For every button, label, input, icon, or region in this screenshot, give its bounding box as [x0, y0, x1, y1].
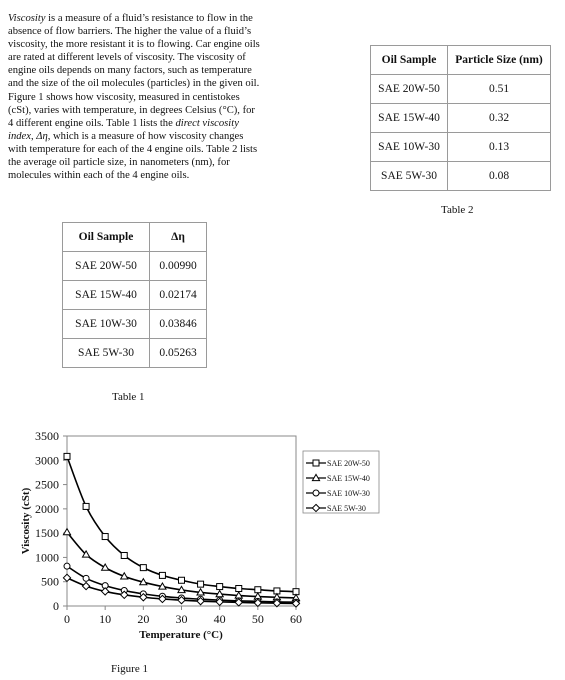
data-point — [236, 586, 242, 592]
data-point — [140, 565, 146, 571]
data-point — [82, 582, 89, 589]
table-row — [371, 104, 551, 133]
data-point — [102, 564, 109, 570]
table-1 — [62, 222, 207, 368]
data-point — [83, 503, 89, 509]
legend-label: SAE 5W-30 — [327, 504, 366, 513]
legend-label: SAE 15W-40 — [327, 474, 370, 483]
data-point — [63, 529, 70, 535]
data-point — [121, 552, 127, 558]
table-cell: SAE 5W-30 — [371, 162, 448, 191]
y-tick-label: 0 — [53, 599, 59, 613]
table-2-caption: Table 2 — [441, 204, 474, 216]
table-cell: SAE 10W-30 — [63, 310, 150, 339]
data-point — [255, 587, 261, 593]
data-point — [83, 575, 89, 581]
legend-label: SAE 10W-30 — [327, 489, 370, 498]
table-row — [63, 310, 207, 339]
table-cell: 0.51 — [448, 75, 551, 104]
legend-marker — [313, 490, 319, 496]
table-cell: 0.02174 — [150, 281, 207, 310]
table-cell: 0.00990 — [150, 252, 207, 281]
passage-text-2: , which is a measure of how viscosity changes with temperature for each of the 4 engine oils. Table 2 lists the average oil particle size, in nanometers (nm), for molecules within each of the 4 engine oils. — [8, 130, 258, 182]
x-tick-label: 10 — [99, 612, 112, 626]
y-tick-label: 500 — [41, 574, 59, 589]
data-point — [102, 534, 108, 540]
x-tick-label: 20 — [137, 612, 150, 626]
table-row — [371, 75, 551, 104]
data-point — [179, 577, 185, 583]
table-row — [63, 252, 207, 281]
y-tick-label: 3000 — [35, 453, 59, 468]
table-row — [63, 281, 207, 310]
passage-text-1: is a measure of a fluid’s resistance to flow in the absence of flow barriers. The higher the value of a fluid’s viscosity, the more resistant it is to flowing. Car engine oils are rated at different levels of viscosity. The viscosity of engine oils depends on many factors, such as temperature and the size of the oil molecules (particles) in the given oil. Figure 1 shows how viscosity, measured in centistokes (cSt), varies with temperature, in degrees Celsius (°C), for 4 different engine oils. Table 1 lists the — [8, 13, 260, 129]
table-2-header-oil-sample: Oil Sample — [371, 46, 448, 75]
x-axis-title: Temperature (°C) — [139, 629, 223, 641]
table-cell: SAE 15W-40 — [371, 104, 448, 133]
legend-label: SAE 20W-50 — [327, 459, 370, 468]
direct-viscosity-index-term: direct viscosity index — [8, 117, 239, 142]
data-point — [64, 563, 70, 569]
viscosity-term: Viscosity — [8, 13, 46, 24]
y-tick-label: 2000 — [35, 501, 59, 516]
table-row — [63, 339, 207, 368]
table-1-header-row — [63, 223, 207, 252]
x-tick-label: 0 — [64, 612, 70, 626]
series-line-1 — [67, 456, 296, 591]
x-tick-label: 30 — [175, 612, 188, 626]
table-cell: SAE 10W-30 — [371, 133, 448, 162]
table-2-header-row — [371, 46, 551, 75]
figure-1-caption: Figure 1 — [111, 663, 148, 675]
table-cell: SAE 20W-50 — [371, 75, 448, 104]
data-point — [102, 588, 109, 595]
x-tick-label: 50 — [251, 612, 264, 626]
table-cell: SAE 20W-50 — [63, 252, 150, 281]
delta-eta-symbol: Δη — [36, 130, 48, 142]
data-point — [198, 581, 204, 587]
table-2-header-particle-size: Particle Size (nm) — [448, 46, 551, 75]
data-point — [159, 572, 165, 578]
x-tick-label: 40 — [213, 612, 226, 626]
table-cell: 0.08 — [448, 162, 551, 191]
y-tick-label: 2500 — [35, 477, 59, 492]
table-2 — [370, 45, 551, 191]
passage-comma: , — [30, 130, 37, 142]
table-row — [371, 133, 551, 162]
y-tick-label: 3500 — [35, 429, 59, 443]
viscosity-chart — [0, 428, 390, 653]
table-cell: SAE 5W-30 — [63, 339, 150, 368]
table-cell: 0.13 — [448, 133, 551, 162]
table-1-caption: Table 1 — [112, 391, 145, 403]
data-point — [64, 453, 70, 459]
table-1-header-delta-eta: Δη — [150, 223, 207, 252]
y-tick-label: 1500 — [35, 526, 59, 541]
data-point — [217, 584, 223, 590]
x-tick-label: 60 — [290, 612, 302, 626]
y-axis-title: Viscosity (cSt) — [20, 487, 32, 555]
table-cell: 0.32 — [448, 104, 551, 133]
table-cell: 0.03846 — [150, 310, 207, 339]
passage-paragraph — [8, 12, 260, 182]
legend-marker — [313, 460, 319, 466]
data-point — [63, 574, 70, 581]
table-cell: SAE 15W-40 — [63, 281, 150, 310]
table-cell: 0.05263 — [150, 339, 207, 368]
y-tick-label: 1000 — [35, 550, 59, 565]
table-1-header-oil-sample: Oil Sample — [63, 223, 150, 252]
table-row — [371, 162, 551, 191]
